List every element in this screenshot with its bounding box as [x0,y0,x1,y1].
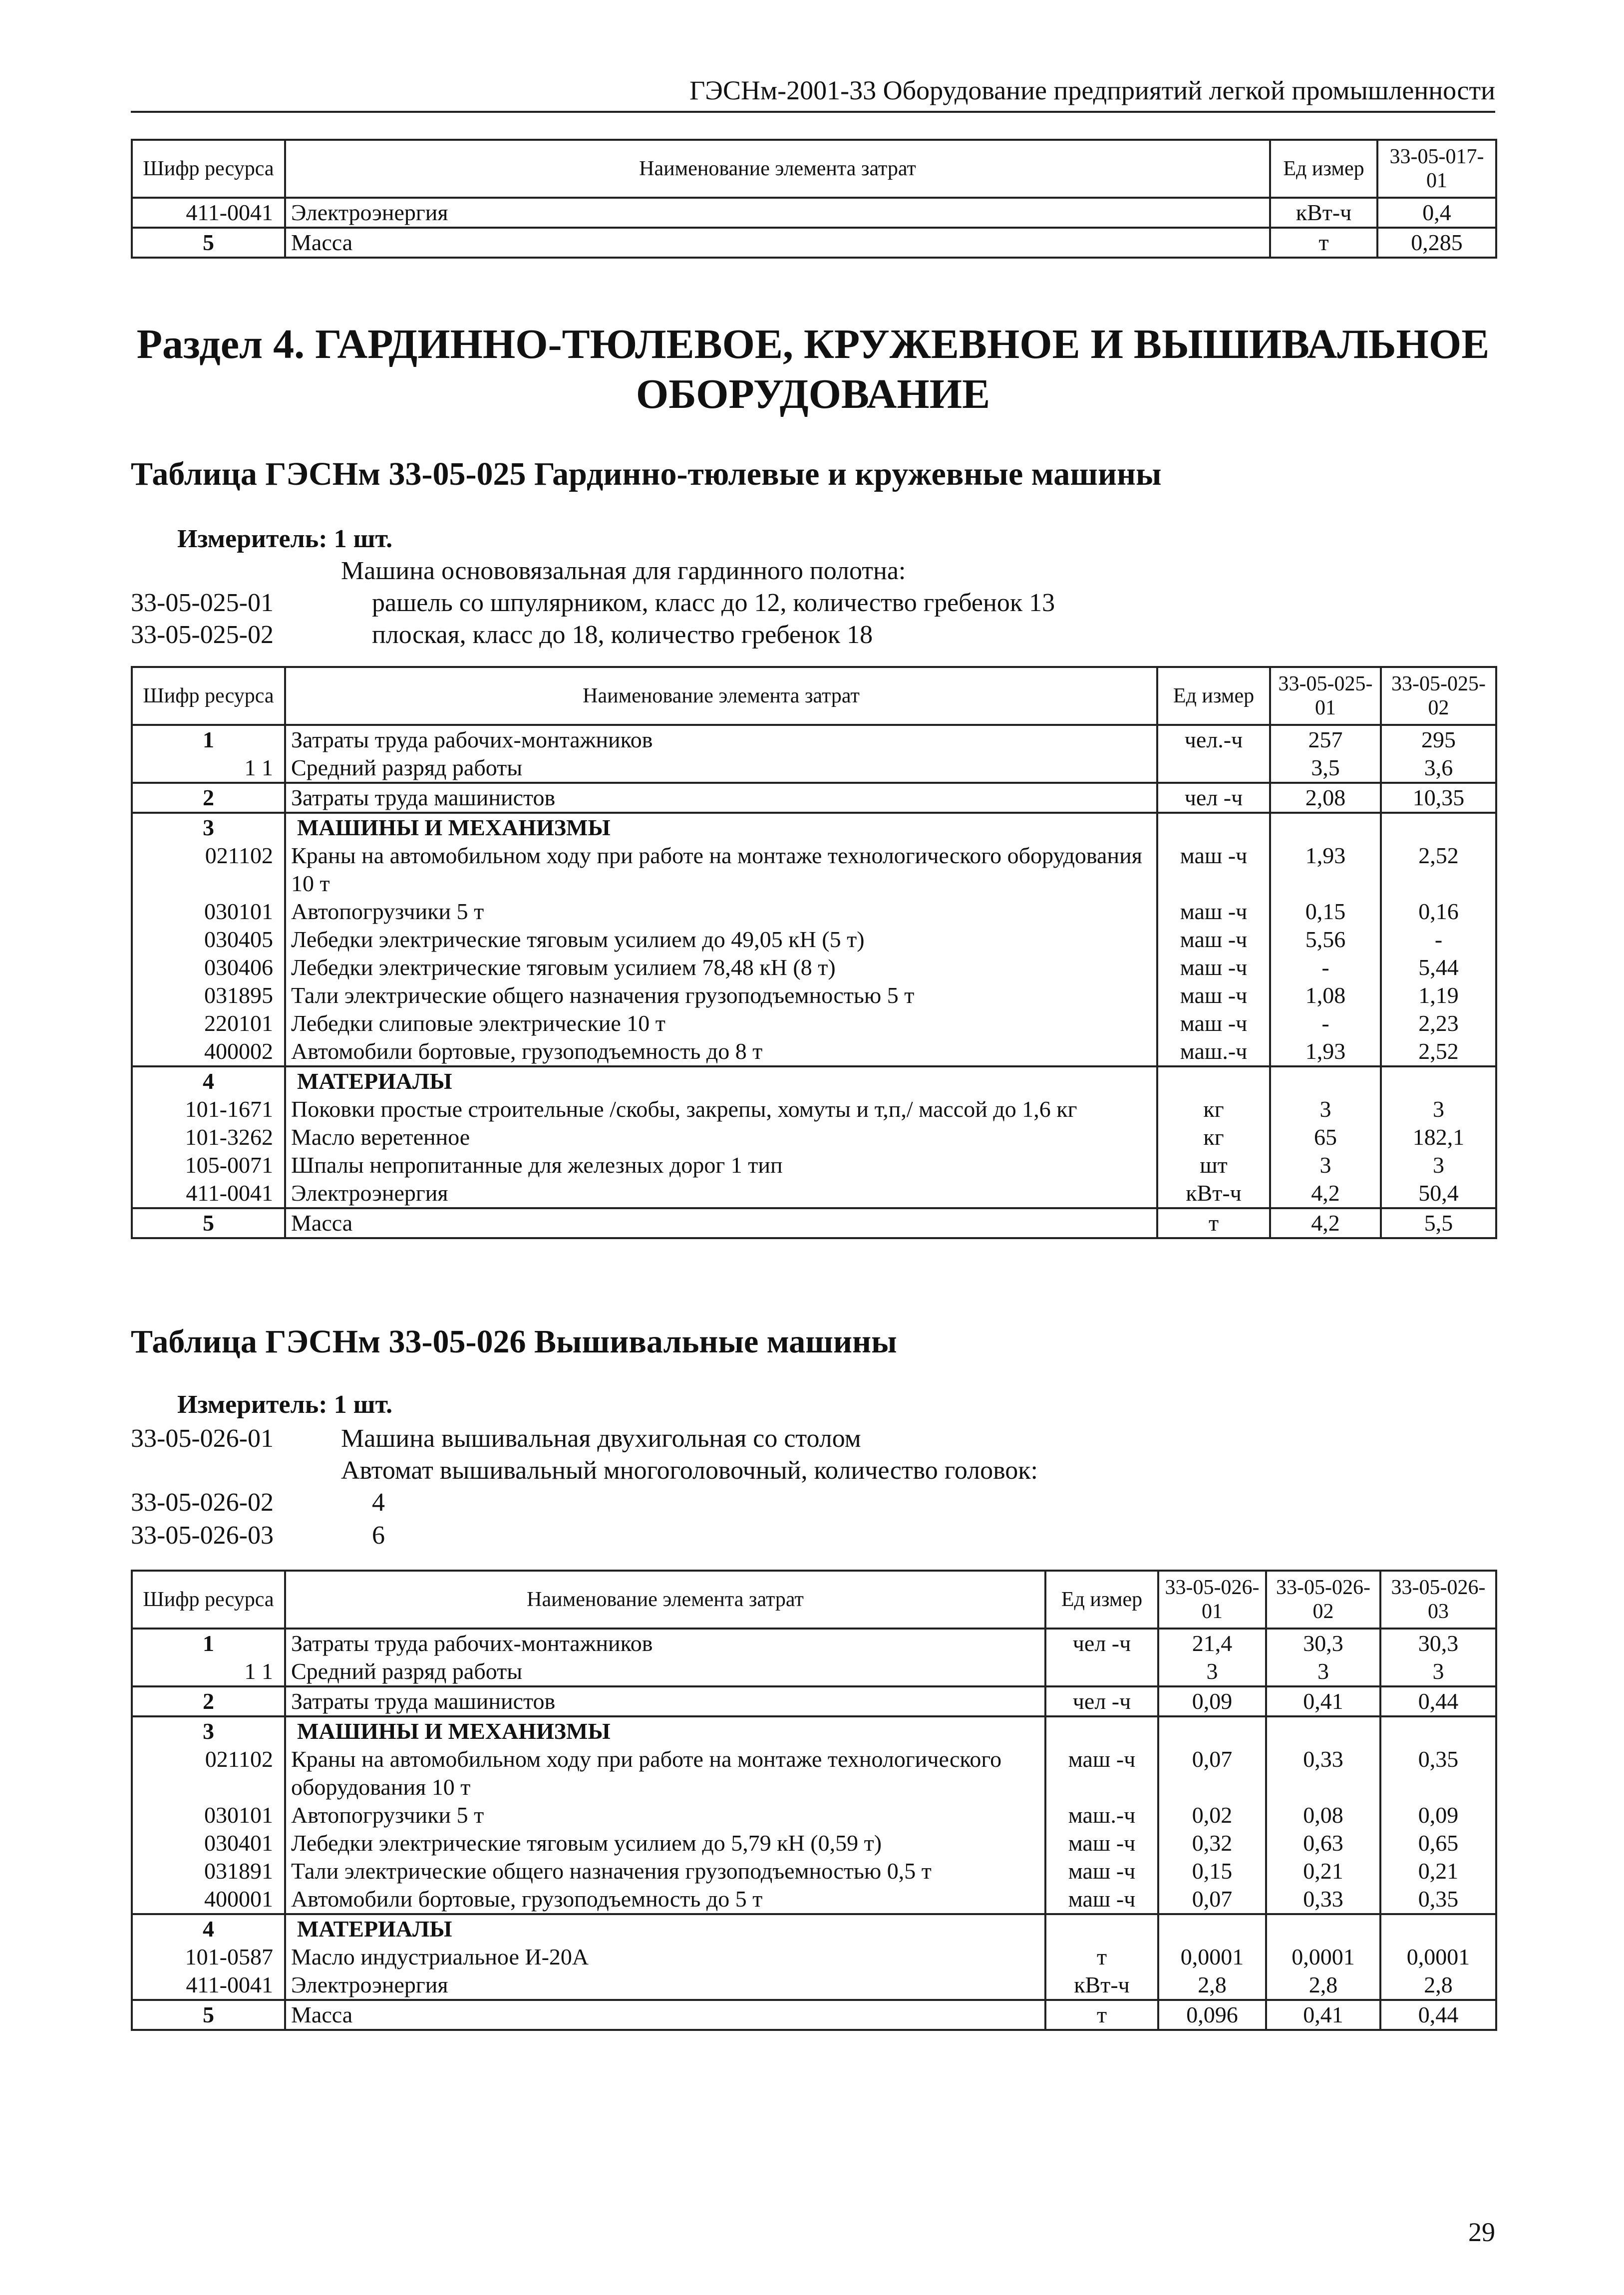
table-row [132,898,1496,926]
table-row [132,926,1496,954]
resource-code: 5 [132,1208,285,1238]
value-2: 1,19 [1381,982,1496,1009]
table-26-title: Таблица ГЭСНм 33-05-026 Вышивальные машины [131,1323,897,1360]
header-unit: Ед измер [1270,140,1377,198]
header-code: Шифр ресурса [132,667,285,725]
value-2: 3,6 [1381,754,1496,783]
table-row [132,1151,1496,1179]
value-1: 0,0001 [1158,1943,1266,1971]
value-1: 0,32 [1158,1829,1266,1857]
unit: маш -ч [1157,982,1270,1009]
cost-item-name: Тали электрические общего назначения грузоподъемностью 5 т [285,982,1157,1009]
value-2: 2,23 [1381,1009,1496,1037]
value-1: 2,08 [1270,783,1381,813]
value-2: 0,41 [1266,2000,1380,2030]
resource-code: 030405 [132,926,285,954]
value-1: 0,4 [1377,198,1496,228]
resource-code: 101-3262 [132,1123,285,1151]
cost-item-name: Лебедки слиповые электрические 10 т [285,1009,1157,1037]
table-row [132,1857,1496,1885]
unit: шт [1157,1151,1270,1179]
header-col-3: 33-05-026-03 [1380,1571,1496,1629]
cost-item-name: Автомобили бортовые, грузоподъемность до 8 т [285,1037,1157,1066]
measure-value: 1 шт. [333,1390,393,1419]
group-heading: МАШИНЫ И МЕХАНИЗМЫ [285,813,1157,842]
resource-code: 411-0041 [132,1179,285,1208]
item-text: 4 [372,1488,385,1517]
table-row [132,1066,1496,1095]
cost-item-name: Затраты труда рабочих-монтажников [285,725,1157,754]
resource-code: 3 [132,1716,285,1745]
measure-label: Измеритель: [177,525,327,553]
value-1: 0,15 [1158,1857,1266,1885]
unit [1045,1914,1158,1943]
header-name: Наименование элемента затрат [285,667,1157,725]
unit: чел -ч [1157,783,1270,813]
resource-code: 031891 [132,1857,285,1885]
unit: чел.-ч [1157,725,1270,754]
resource-code: 030406 [132,954,285,982]
value-2: 0,0001 [1266,1943,1380,1971]
table-row [132,1095,1496,1123]
cost-item-name: Масло веретенное [285,1123,1157,1151]
resource-code: 030101 [132,1801,285,1829]
value-3: 0,35 [1380,1745,1496,1801]
table-26-intro: Автомат вышивальный многоголовочный, количество головок: [341,1456,1038,1485]
value-1: 0,07 [1158,1885,1266,1914]
unit [1045,1716,1158,1745]
measure-label: Измеритель: [177,1390,327,1419]
item-code: 33-05-025-02 [131,621,274,649]
value-1: 1,93 [1270,842,1381,898]
resource-code: 3 [132,813,285,842]
table-row [132,1123,1496,1151]
resource-code: 1 [132,1629,285,1657]
value-2 [1381,813,1496,842]
value-2: 2,8 [1266,1971,1380,2000]
header-rule [131,111,1495,113]
resource-code: 4 [132,1066,285,1095]
cost-item-name: Шпалы непропитанные для железных дорог 1 тип [285,1151,1157,1179]
measure-value: 1 шт. [333,525,393,553]
table-row [132,954,1496,982]
unit: маш -ч [1157,1009,1270,1037]
table-26 [131,1570,1497,2031]
header-col-2: 33-05-026-02 [1266,1571,1380,1629]
resource-code: 400002 [132,1037,285,1066]
resource-code: 021102 [132,842,285,898]
table-row [132,1208,1496,1238]
value-1: 65 [1270,1123,1381,1151]
cost-item-name: Затраты труда рабочих-монтажников [285,1629,1045,1657]
unit: маш -ч [1045,1857,1158,1885]
table-26-measure [177,1390,392,1419]
table-row [132,1009,1496,1037]
item-code: 33-05-025-01 [131,589,274,617]
unit: кг [1157,1123,1270,1151]
value-3: 0,44 [1380,1686,1496,1716]
table-row [132,1629,1496,1657]
value-2: 3 [1381,1151,1496,1179]
table-row [132,1829,1496,1857]
value-1: 5,56 [1270,926,1381,954]
value-2: 295 [1381,725,1496,754]
resource-code: 220101 [132,1009,285,1037]
table-row [132,754,1496,783]
value-2: 50,4 [1381,1179,1496,1208]
cost-item-name: Масса [285,1208,1157,1238]
unit [1157,754,1270,783]
value-2: 10,35 [1381,783,1496,813]
cost-item-name: Затраты труда машинистов [285,783,1157,813]
value-1: 0,285 [1377,228,1496,258]
cost-item-name: Затраты труда машинистов [285,1686,1045,1716]
table-row [132,198,1496,228]
section-title-line-1: Раздел 4. ГАРДИННО-ТЮЛЕВОЕ, КРУЖЕВНОЕ И ВЫШИВАЛЬНОЕ [136,321,1490,367]
unit: маш -ч [1045,1885,1158,1914]
unit: маш -ч [1157,954,1270,982]
table-row [132,1943,1496,1971]
value-1: 3 [1270,1095,1381,1123]
resource-code: 400001 [132,1885,285,1914]
unit: чел -ч [1045,1629,1158,1657]
section-title-line-2: ОБОРУДОВАНИЕ [636,371,990,417]
header-col-2: 33-05-025-02 [1381,667,1496,725]
running-header: ГЭСНм-2001-33 Оборудование предприятий легкой промышленности [689,75,1495,105]
value-3: 2,8 [1380,1971,1496,2000]
unit: т [1045,1943,1158,1971]
item-code: 33-05-026-02 [131,1488,274,1517]
unit: т [1270,228,1377,258]
header-name: Наименование элемента затрат [285,140,1270,198]
value-1: 3 [1270,1151,1381,1179]
table-row [132,1686,1496,1716]
group-heading: МАШИНЫ И МЕХАНИЗМЫ [285,1716,1045,1745]
value-1: 3 [1158,1657,1266,1686]
cost-item-name: Автопогрузчики 5 т [285,898,1157,926]
item-text: плоская, класс до 18, количество гребенок 18 [372,621,873,649]
unit: маш -ч [1045,1745,1158,1801]
value-1: - [1270,1009,1381,1037]
page-number: 29 [1468,2217,1495,2247]
header-code: Шифр ресурса [132,140,285,198]
value-2: 182,1 [1381,1123,1496,1151]
value-1: 0,15 [1270,898,1381,926]
value-2: 3 [1266,1657,1380,1686]
table-row [132,813,1496,842]
header-name: Наименование элемента затрат [285,1571,1045,1629]
table-row [132,1745,1496,1801]
unit [1157,1066,1270,1095]
resource-code: 021102 [132,1745,285,1801]
unit: кВт-ч [1270,198,1377,228]
value-2: 0,21 [1266,1857,1380,1885]
table-25 [131,666,1497,1239]
resource-code: 4 [132,1914,285,1943]
value-3: 0,09 [1380,1801,1496,1829]
value-1: 0,09 [1158,1686,1266,1716]
value-1: 0,02 [1158,1801,1266,1829]
value-3: 0,65 [1380,1829,1496,1857]
resource-code: 030401 [132,1829,285,1857]
resource-code: 101-0587 [132,1943,285,1971]
value-1: 1,08 [1270,982,1381,1009]
cost-item-name: Поковки простые строительные /скобы, закрепы, хомуты и т,п,/ массой до 1,6 кг [285,1095,1157,1123]
value-1 [1158,1716,1266,1745]
item-text: рашель со шпулярником, класс до 12, количество гребенок 13 [372,589,1055,617]
table-row [132,2000,1496,2030]
resource-code: 1 [132,725,285,754]
table-row [132,725,1496,754]
table-row [132,842,1496,898]
resource-code: 1 1 [132,754,285,783]
cost-item-name: Масло индустриальное И-20А [285,1943,1045,1971]
value-1: 257 [1270,725,1381,754]
table-row [132,1971,1496,2000]
table-row [132,1914,1496,1943]
unit: т [1157,1208,1270,1238]
table-row [132,228,1496,258]
value-2: 2,52 [1381,842,1496,898]
cost-item-name: Лебедки электрические тяговым усилием 78,48 кН (8 т) [285,954,1157,982]
value-1: 4,2 [1270,1179,1381,1208]
table-row [132,982,1496,1009]
unit [1045,1657,1158,1686]
cost-item-name: Лебедки электрические тяговым усилием до 49,05 кН (5 т) [285,926,1157,954]
header-unit: Ед измер [1045,1571,1158,1629]
table-25-measure [177,524,392,554]
value-1: 4,2 [1270,1208,1381,1238]
item-code: 33-05-026-01 [131,1424,274,1453]
resource-code: 2 [132,1686,285,1716]
value-2: 0,63 [1266,1829,1380,1857]
table-25-intro: Машина основовязальная для гардинного полотна: [341,557,906,585]
header-unit: Ед измер [1157,667,1270,725]
cost-item-name: Электроэнергия [285,1179,1157,1208]
unit: кВт-ч [1045,1971,1158,2000]
header-col-1: 33-05-017-01 [1377,140,1496,198]
table-row [132,1716,1496,1745]
value-1 [1158,1914,1266,1943]
table-25-title: Таблица ГЭСНм 33-05-025 Гардинно-тюлевые и кружевные машины [131,456,1162,492]
value-2: 0,33 [1266,1885,1380,1914]
cost-item-name: Средний разряд работы [285,1657,1045,1686]
unit: маш -ч [1157,842,1270,898]
value-3: 0,21 [1380,1857,1496,1885]
cost-item-name: Автомобили бортовые, грузоподъемность до 5 т [285,1885,1045,1914]
top-continuation-table [131,139,1497,259]
value-1: - [1270,954,1381,982]
item-text: 6 [372,1521,385,1550]
cost-item-name: Лебедки электрические тяговым усилием до 5,79 кН (0,59 т) [285,1829,1045,1857]
resource-code: 1 1 [132,1657,285,1686]
cost-item-name: Электроэнергия [285,198,1270,228]
value-2: 2,52 [1381,1037,1496,1066]
unit: кВт-ч [1157,1179,1270,1208]
table-row [132,1885,1496,1914]
value-1: 2,8 [1158,1971,1266,2000]
resource-code: 2 [132,783,285,813]
table-row [132,1657,1496,1686]
value-1: 0,096 [1158,2000,1266,2030]
header-col-1: 33-05-026-01 [1158,1571,1266,1629]
value-2: 30,3 [1266,1629,1380,1657]
value-1 [1270,813,1381,842]
resource-code: 5 [132,2000,285,2030]
unit: чел -ч [1045,1686,1158,1716]
value-1: 3,5 [1270,754,1381,783]
header-code: Шифр ресурса [132,1571,285,1629]
table-row [132,783,1496,813]
cost-item-name: Средний разряд работы [285,754,1157,783]
value-2: 0,08 [1266,1801,1380,1829]
unit: маш -ч [1045,1829,1158,1857]
resource-code: 5 [132,228,285,258]
table-row [132,1037,1496,1066]
value-3: 0,0001 [1380,1943,1496,1971]
group-heading: МАТЕРИАЛЫ [285,1914,1045,1943]
value-2: 3 [1381,1095,1496,1123]
value-3: 3 [1380,1657,1496,1686]
table-row [132,1801,1496,1829]
cost-item-name: Автопогрузчики 5 т [285,1801,1045,1829]
value-3 [1380,1716,1496,1745]
unit: маш.-ч [1157,1037,1270,1066]
value-2: 0,16 [1381,898,1496,926]
header-col-1: 33-05-025-01 [1270,667,1381,725]
resource-code: 105-0071 [132,1151,285,1179]
unit: маш -ч [1157,926,1270,954]
value-2 [1266,1914,1380,1943]
resource-code: 411-0041 [132,1971,285,2000]
value-2: 0,41 [1266,1686,1380,1716]
resource-code: 411-0041 [132,198,285,228]
resource-code: 101-1671 [132,1095,285,1123]
value-2: 5,44 [1381,954,1496,982]
group-heading: МАТЕРИАЛЫ [285,1066,1157,1095]
table-row [132,1179,1496,1208]
value-2 [1381,1066,1496,1095]
unit: т [1045,2000,1158,2030]
value-3: 0,35 [1380,1885,1496,1914]
value-1 [1270,1066,1381,1095]
value-2: 5,5 [1381,1208,1496,1238]
unit [1157,813,1270,842]
value-3: 30,3 [1380,1629,1496,1657]
value-1: 1,93 [1270,1037,1381,1066]
item-text: Машина вышивальная двухигольная со столом [341,1424,861,1453]
resource-code: 031895 [132,982,285,1009]
value-2: 0,33 [1266,1745,1380,1801]
unit: маш.-ч [1045,1801,1158,1829]
section-title [131,320,1495,419]
item-code: 33-05-026-03 [131,1521,274,1550]
cost-item-name: Краны на автомобильном ходу при работе на монтаже технологического оборудования 10 т [285,1745,1045,1801]
cost-item-name: Электроэнергия [285,1971,1045,2000]
cost-item-name: Масса [285,228,1270,258]
value-3 [1380,1914,1496,1943]
cost-item-name: Тали электрические общего назначения грузоподъемностью 0,5 т [285,1857,1045,1885]
value-3: 0,44 [1380,2000,1496,2030]
resource-code: 030101 [132,898,285,926]
value-1: 0,07 [1158,1745,1266,1801]
cost-item-name: Масса [285,2000,1045,2030]
cost-item-name: Краны на автомобильном ходу при работе на монтаже технологического оборудования 10 т [285,842,1157,898]
value-1: 21,4 [1158,1629,1266,1657]
unit: кг [1157,1095,1270,1123]
value-2 [1266,1716,1380,1745]
value-2: - [1381,926,1496,954]
unit: маш -ч [1157,898,1270,926]
